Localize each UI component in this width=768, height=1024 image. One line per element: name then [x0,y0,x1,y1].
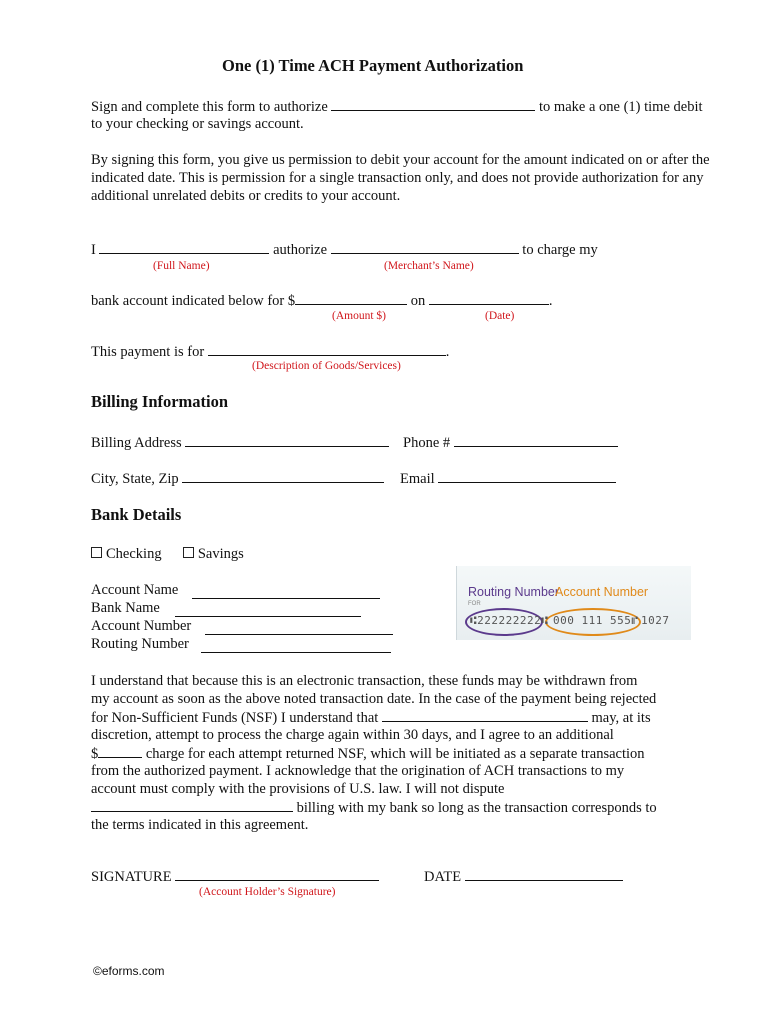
account-type-row [91,545,244,563]
authorized-party-field[interactable] [331,97,535,111]
nsf-line-3-post: may, at its [591,710,651,726]
nsf-line-5 [91,744,645,763]
charge-my-text: to charge my [522,242,598,258]
dispute-merchant-field[interactable] [91,798,293,812]
account-name-field[interactable] [192,585,380,599]
description-caption: (Description of Goods/Services) [252,360,401,372]
checking-label: Checking [106,546,162,562]
email-row [400,469,616,488]
date-caption: (Date) [485,310,515,322]
signature-label: SIGNATURE [91,869,172,885]
on-text: on [410,293,426,309]
check-routing-digits: ⑆222222222⑆ [470,614,549,627]
nsf-line-6: from the authorized payment. I acknowledge that the origination of ACH transactions to my [91,763,625,779]
intro-text-pre: Sign and complete this form to authorize [91,99,328,115]
merchant-name-field[interactable] [331,240,519,254]
amount-text: bank account indicated below for $ [91,293,296,309]
email-field[interactable] [438,469,616,483]
bank-heading: Bank Details [91,505,182,524]
nsf-line-3 [91,708,651,727]
phone-field[interactable] [454,433,618,447]
payment-for-text: This payment is for [91,344,205,360]
intro-line-1 [91,97,703,116]
check-account-label: Account Number [555,585,649,599]
amount-caption: (Amount $) [332,310,386,322]
nsf-line-2: my account as soon as the above noted transaction date. In the case of the payment being rejected [91,691,657,707]
checking-checkbox[interactable] [91,547,102,558]
date-field[interactable] [429,291,549,305]
email-label: Email [400,471,435,487]
account-number-label: Account Number [91,618,192,634]
account-name-label: Account Name [91,582,179,598]
authorize-word: authorize [273,242,328,258]
page-title: One (1) Time ACH Payment Authorization [222,56,524,75]
amount-field[interactable] [295,291,407,305]
nsf-fee-field[interactable] [98,744,142,758]
savings-label: Savings [197,546,244,562]
nsf-line-9: the terms indicated in this agreement. [91,817,309,833]
check-routing-label: Routing Number [468,585,560,599]
billing-address-label: Billing Address [91,435,182,451]
signature-date-label: DATE [424,869,462,885]
full-name-caption: (Full Name) [153,260,210,272]
city-label: City, State, Zip [91,471,179,487]
intro-text-post: to make a one (1) time debit [539,99,703,115]
full-name-field[interactable] [99,240,269,254]
signature-field[interactable] [175,867,379,881]
nsf-line-5-post: charge for each attempt returned NSF, which will be initiated as a separate transaction [145,746,645,762]
nsf-line-8 [91,798,657,817]
city-field[interactable] [182,469,384,483]
nsf-line-8-post: billing with my bank so long as the transaction corresponds to [296,800,657,816]
footer-copyright: ©eforms.com [93,964,165,978]
routing-number-field[interactable] [201,639,391,653]
nsf-merchant-field[interactable] [382,708,588,722]
routing-number-label: Routing Number [91,636,189,652]
bank-name-field[interactable] [175,603,361,617]
nsf-line-1: I understand that because this is an electronic transaction, these funds may be withdrawn from [91,673,638,689]
phone-label: Phone # [403,435,451,451]
nsf-line-4: discretion, attempt to process the charge again within 30 days, and I agree to an additional [91,727,614,743]
signature-date-field[interactable] [465,867,623,881]
amount-period: . [548,293,553,309]
bank-name-label: Bank Name [91,600,160,616]
billing-address-row [91,433,389,452]
account-name-row [91,581,178,599]
savings-checkbox[interactable] [183,547,194,558]
payment-for-period: . [445,344,450,360]
signature-row [91,867,379,886]
check-for-text: FOR [468,601,481,607]
check-image [456,566,691,640]
description-field[interactable] [208,342,446,356]
authorize-line [91,240,598,259]
authorize-i: I [91,242,96,258]
city-row [91,469,384,488]
billing-address-field[interactable] [185,433,389,447]
nsf-line-7: account must comply with the provisions of U.S. law. I will not dispute [91,781,505,797]
signature-caption: (Account Holder’s Signature) [199,886,336,898]
nsf-line-3-pre: for Non-Sufficient Funds (NSF) I understand that [91,710,379,726]
check-account-digits: 000 111 555⑈ [553,614,639,627]
amount-line [91,291,553,310]
check-number-digits: 1027 [641,614,670,627]
nsf-line-5-pre: $ [91,746,99,762]
phone-row [403,433,618,452]
account-number-field[interactable] [205,621,393,635]
permission-paragraph: By signing this form, you give us permission to debit your account for the amount indicated on or after the indicated date. This is permission for a single transaction only, and does not provide authorization for any additional unrelated debits or credits to your account. [91,152,710,204]
intro-line-2: to your checking or savings account. [91,116,304,132]
signature-date-row [424,867,623,886]
merchant-name-caption: (Merchant’s Name) [384,260,474,272]
billing-heading: Billing Information [91,392,229,411]
